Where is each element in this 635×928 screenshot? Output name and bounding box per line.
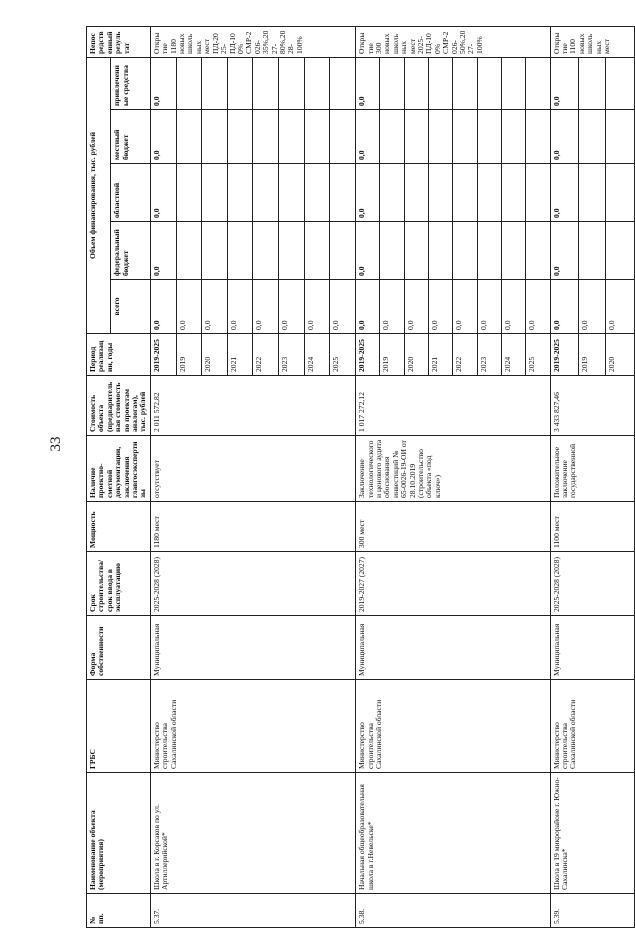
funding-private bbox=[453, 57, 477, 109]
funding-regional bbox=[606, 164, 634, 222]
grbs-name: Министерство строительства Сахалинской области bbox=[356, 680, 550, 773]
funding-local bbox=[227, 110, 253, 164]
funding-federal bbox=[279, 222, 305, 280]
funding-regional bbox=[404, 164, 428, 222]
funding-local bbox=[253, 110, 279, 164]
header-regional: областной bbox=[111, 164, 151, 222]
funding-total: 0,0 bbox=[227, 280, 253, 334]
row-number: 5.39. bbox=[550, 894, 634, 928]
header-num: № пп. bbox=[87, 894, 151, 928]
funding-private bbox=[404, 57, 428, 109]
ownership-form: Муниципальная bbox=[356, 616, 550, 680]
header-grbs: ГРБС bbox=[87, 680, 151, 773]
period-year: 2020 bbox=[404, 334, 428, 376]
funding-total: 0,0 bbox=[550, 280, 578, 334]
period-year: 2019 bbox=[380, 334, 404, 376]
funding-federal: 0,0 bbox=[550, 222, 578, 280]
funding-private: 0,0 bbox=[356, 57, 380, 109]
funding-federal bbox=[453, 222, 477, 280]
rotated-table-frame bbox=[86, 28, 617, 928]
header-indicator: Непосредственный результат bbox=[87, 26, 151, 57]
funding-local bbox=[429, 110, 453, 164]
funding-total: 0,0 bbox=[501, 280, 525, 334]
header-docs: Наличие проектно-сметной документации, заключения главгосэкспертизы bbox=[87, 436, 151, 502]
direct-result: Открытие 300 новых школьных мест 2025- ПД-100% СМР-2026-50%,2027-100% bbox=[356, 26, 550, 57]
header-period: Период реализации, годы bbox=[87, 334, 151, 376]
header-ownership: Форма собственности bbox=[87, 616, 151, 680]
funding-local bbox=[477, 110, 501, 164]
funding-total: 0,0 bbox=[453, 280, 477, 334]
object-name: Начальная общеобразовательная школа в г.Невельске* bbox=[356, 773, 550, 894]
header-capacity: Мощность bbox=[87, 502, 151, 552]
period-year: 2023 bbox=[477, 334, 501, 376]
capacity: 300 мест bbox=[356, 502, 550, 552]
funding-total: 0,0 bbox=[304, 280, 330, 334]
funding-regional bbox=[202, 164, 228, 222]
funding-local bbox=[279, 110, 305, 164]
funding-local bbox=[404, 110, 428, 164]
period-year: 2021 bbox=[227, 334, 253, 376]
funding-federal bbox=[380, 222, 404, 280]
period-year: 2020 bbox=[202, 334, 228, 376]
period-year: 2024 bbox=[304, 334, 330, 376]
funding-regional bbox=[279, 164, 305, 222]
ownership-form: Муниципальная bbox=[150, 616, 355, 680]
object-name: Школа в 19 микрорайоне г. Южно-Сахалинска* bbox=[550, 773, 634, 894]
funding-total: 0,0 bbox=[477, 280, 501, 334]
period-year: 2022 bbox=[453, 334, 477, 376]
funding-private bbox=[176, 57, 202, 109]
funding-federal bbox=[404, 222, 428, 280]
construction-term: 2025-2028 (2028) bbox=[550, 552, 634, 616]
funding-local bbox=[304, 110, 330, 164]
funding-total: 0,0 bbox=[606, 280, 634, 334]
funding-private bbox=[304, 57, 330, 109]
period-year: 2019-2025 bbox=[150, 334, 176, 376]
header-term: Срок строительства/срок ввода в эксплуатацию bbox=[87, 552, 151, 616]
funding-private bbox=[501, 57, 525, 109]
period-year: 2023 bbox=[279, 334, 305, 376]
funding-local: 0,0 bbox=[150, 110, 176, 164]
header-row-1 bbox=[87, 26, 111, 927]
header-total: всего bbox=[111, 280, 151, 334]
funding-private bbox=[526, 57, 550, 109]
funding-federal bbox=[176, 222, 202, 280]
period-year: 2019 bbox=[578, 334, 606, 376]
funding-total: 0,0 bbox=[429, 280, 453, 334]
table-row bbox=[550, 26, 578, 927]
project-docs-status: Заключение технологического и ценового аудита обоснования инвестиций № 65-0026-19-ОИ от 28.10.2019 (строительство объекта «под ключ») bbox=[356, 436, 550, 502]
investment-objects-table bbox=[86, 26, 635, 928]
object-cost: 1 017 272,12 bbox=[356, 376, 550, 436]
construction-term: 2019-2027 (2027) bbox=[356, 552, 550, 616]
row-number: 5.38. bbox=[356, 894, 550, 928]
funding-total: 0,0 bbox=[202, 280, 228, 334]
period-year: 2024 bbox=[501, 334, 525, 376]
funding-local bbox=[202, 110, 228, 164]
table-row bbox=[150, 26, 176, 927]
period-year: 2020 bbox=[606, 334, 634, 376]
funding-private: 0,0 bbox=[550, 57, 578, 109]
funding-regional bbox=[578, 164, 606, 222]
funding-total: 0,0 bbox=[526, 280, 550, 334]
header-cost: Стоимость объекта (предварительная стоимость по проектам аналогам), тыс. рублей bbox=[87, 376, 151, 436]
funding-federal bbox=[477, 222, 501, 280]
funding-regional bbox=[380, 164, 404, 222]
funding-regional bbox=[453, 164, 477, 222]
funding-local bbox=[176, 110, 202, 164]
header-federal: федеральный бюджет bbox=[111, 222, 151, 280]
project-docs-status: отсутствует bbox=[150, 436, 355, 502]
funding-local bbox=[578, 110, 606, 164]
funding-local: 0,0 bbox=[356, 110, 380, 164]
funding-federal bbox=[253, 222, 279, 280]
funding-regional bbox=[429, 164, 453, 222]
funding-federal bbox=[330, 222, 356, 280]
funding-total: 0,0 bbox=[356, 280, 380, 334]
funding-federal bbox=[227, 222, 253, 280]
direct-result: Открытие 1100 новых школьных мест bbox=[550, 26, 634, 57]
funding-federal: 0,0 bbox=[150, 222, 176, 280]
funding-regional: 0,0 bbox=[550, 164, 578, 222]
header-private: привлеченные средства bbox=[111, 57, 151, 109]
period-year: 2025 bbox=[330, 334, 356, 376]
funding-federal bbox=[202, 222, 228, 280]
funding-local: 0,0 bbox=[550, 110, 578, 164]
funding-private bbox=[578, 57, 606, 109]
funding-regional bbox=[477, 164, 501, 222]
funding-private bbox=[202, 57, 228, 109]
period-year: 2019-2025 bbox=[550, 334, 578, 376]
funding-local bbox=[501, 110, 525, 164]
funding-private bbox=[380, 57, 404, 109]
funding-regional: 0,0 bbox=[150, 164, 176, 222]
object-cost: 2 011 572,82 bbox=[150, 376, 355, 436]
funding-regional bbox=[330, 164, 356, 222]
funding-local bbox=[453, 110, 477, 164]
direct-result: Открытие 1180 новых школьных мест ПД-2025- ПД-100% СМР-2026-35%,2027-80%,2028-100% bbox=[150, 26, 355, 57]
period-year: 2021 bbox=[429, 334, 453, 376]
funding-private bbox=[429, 57, 453, 109]
table-row bbox=[356, 26, 380, 927]
funding-private: 0,0 bbox=[150, 57, 176, 109]
funding-federal bbox=[501, 222, 525, 280]
funding-local bbox=[526, 110, 550, 164]
funding-private bbox=[330, 57, 356, 109]
period-year: 2022 bbox=[253, 334, 279, 376]
header-funding-group: Объем финансирования, тыс. рублей bbox=[87, 57, 111, 333]
project-docs-status: Положительное заключение государственной bbox=[550, 436, 634, 502]
capacity: 1100 мест bbox=[550, 502, 634, 552]
ownership-form: Муниципальная bbox=[550, 616, 634, 680]
funding-local bbox=[380, 110, 404, 164]
funding-regional bbox=[253, 164, 279, 222]
funding-total: 0,0 bbox=[404, 280, 428, 334]
grbs-name: Министерство строительства Сахалинской области bbox=[150, 680, 355, 773]
row-number: 5.37. bbox=[150, 894, 355, 928]
grbs-name: Министерство строительства Сахалинской области bbox=[550, 680, 634, 773]
funding-regional bbox=[526, 164, 550, 222]
funding-private bbox=[253, 57, 279, 109]
funding-local bbox=[330, 110, 356, 164]
header-name: Наименование объекта (мероприятия) bbox=[87, 773, 151, 894]
header-local: местный бюджет bbox=[111, 110, 151, 164]
funding-federal bbox=[429, 222, 453, 280]
object-cost: 3 433 827,46 bbox=[550, 376, 634, 436]
funding-private bbox=[606, 57, 634, 109]
funding-regional bbox=[227, 164, 253, 222]
funding-total: 0,0 bbox=[380, 280, 404, 334]
table-body bbox=[150, 26, 634, 927]
funding-federal: 0,0 bbox=[356, 222, 380, 280]
funding-regional bbox=[304, 164, 330, 222]
funding-total: 0,0 bbox=[253, 280, 279, 334]
funding-private bbox=[279, 57, 305, 109]
page-number: 33 bbox=[48, 436, 64, 452]
period-year: 2019-2025 bbox=[356, 334, 380, 376]
funding-total: 0,0 bbox=[578, 280, 606, 334]
funding-total: 0,0 bbox=[330, 280, 356, 334]
capacity: 1180 мест bbox=[150, 502, 355, 552]
funding-regional bbox=[176, 164, 202, 222]
funding-regional: 0,0 bbox=[356, 164, 380, 222]
funding-federal bbox=[606, 222, 634, 280]
funding-federal bbox=[578, 222, 606, 280]
funding-total: 0,0 bbox=[150, 280, 176, 334]
funding-private bbox=[477, 57, 501, 109]
funding-local bbox=[606, 110, 634, 164]
period-year: 2019 bbox=[176, 334, 202, 376]
object-name: Школа в г. Корсаков по ул. Артиллерийской* bbox=[150, 773, 355, 894]
funding-federal bbox=[526, 222, 550, 280]
funding-federal bbox=[304, 222, 330, 280]
funding-total: 0,0 bbox=[176, 280, 202, 334]
funding-regional bbox=[501, 164, 525, 222]
construction-term: 2025-2028 (2028) bbox=[150, 552, 355, 616]
funding-total: 0,0 bbox=[279, 280, 305, 334]
period-year: 2025 bbox=[526, 334, 550, 376]
funding-private bbox=[227, 57, 253, 109]
